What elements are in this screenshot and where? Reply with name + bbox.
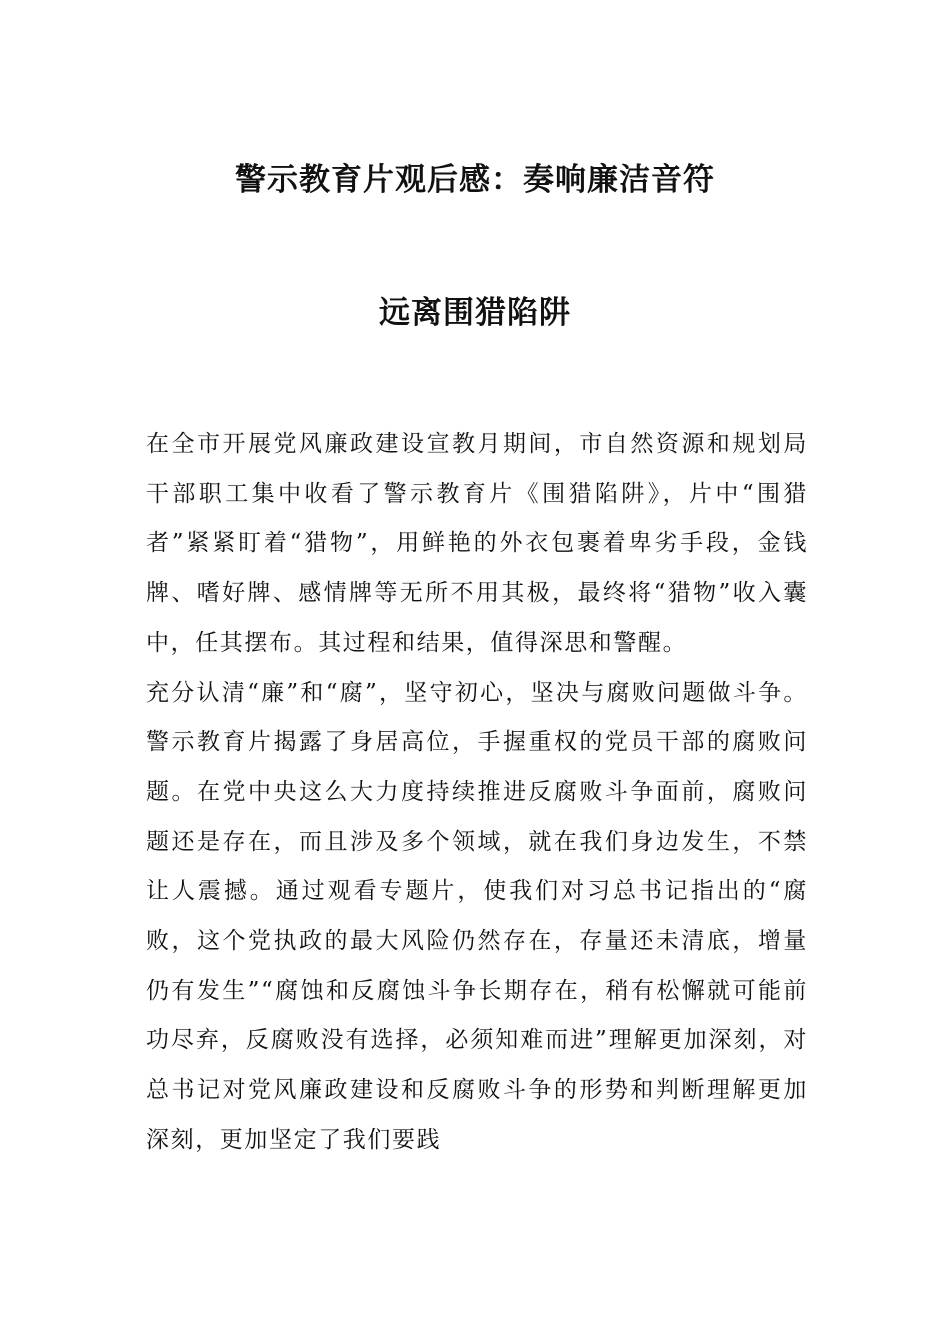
body-paragraph-1: 在全市开展党风廉政建设宣教月期间，市自然资源和规划局干部职工集中收看了警示教育片《围猎陷阱》，片中“围猎者”紧紧盯着“猎物”，用鲜艳的外衣包裹着卑劣手段，金钱牌、嗜好牌、感情牌等无所不用其极，最终将“猎物”收入囊中，任其摆布。其过程和结果，值得深思和警醒。	[146, 431, 808, 656]
body-paragraph-2: 充分认清“廉”和“腐”，坚守初心，坚决与腐败问题做斗争。警示教育片揭露了身居高位，手握重权的党员干部的腐败问题。在党中央这么大力度持续推进反腐败斗争面前，腐败问题还是存在，而且涉及多个领域，就在我们身边发生，不禁让人震撼。通过观看专题片，使我们对习总书记指出的“腐败，这个党执政的最大风险仍然存在，存量还未清底，增量仍有发生”“腐蚀和反腐蚀斗争长期存在，稍有松懈就可能前功尽弃，反腐败没有选择，必须知难而进”理解更加深刻，对总书记对党风廉政建设和反腐败斗争的形势和判断理解更加深刻，更加坚定了我们要践	[146, 679, 808, 1153]
document-title-line-2: 远离围猎陷阱	[379, 295, 571, 331]
document-body	[146, 420, 808, 1166]
document-title-line-1: 警示教育片观后感：奏响廉洁音符	[235, 162, 715, 198]
